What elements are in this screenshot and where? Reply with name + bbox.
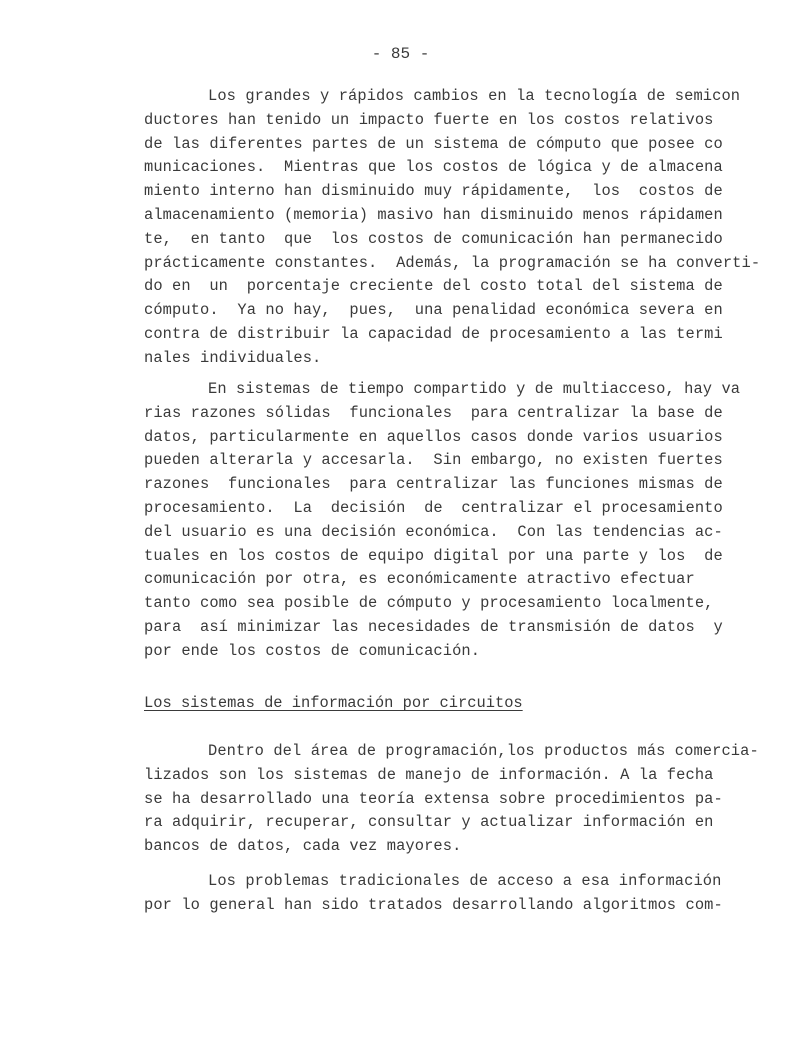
paragraph-1 — [144, 85, 760, 371]
text-line: cómputo. Ya no hay, pues, una penalidad económica severa en — [144, 301, 723, 320]
text-line: almacenamiento (memoria) masivo han disminuido menos rápidamen — [144, 205, 723, 224]
text-line: de las diferentes partes de un sistema de cómputo que posee co — [144, 134, 723, 153]
page-number: - 85 - — [371, 45, 430, 63]
text-line: pueden alterarla y accesarla. Sin embargo, no existen fuertes — [144, 451, 723, 470]
text-line: lizados son los sistemas de manejo de información. A la fecha — [144, 765, 714, 784]
paragraph-4 — [144, 870, 723, 918]
text-line: se ha desarrollado una teoría extensa sobre procedimientos pa- — [144, 789, 723, 808]
text-line: por lo general han sido tratados desarrollando algoritmos com- — [144, 895, 723, 914]
text-line: contra de distribuir la capacidad de procesamiento a las termi — [144, 324, 723, 343]
text-line: tanto como sea posible de cómputo y procesamiento localmente, — [144, 594, 714, 613]
text-line: procesamiento. La decisión de centralizar el procesamiento — [144, 498, 723, 517]
text-line: Los grandes y rápidos cambios en la tecnología de semicon — [208, 87, 741, 105]
paragraph-2 — [144, 378, 740, 664]
text-line: municaciones. Mientras que los costos de lógica y de almacena — [144, 158, 723, 177]
text-line: bancos de datos, cada vez mayores. — [144, 837, 462, 856]
text-line: por ende los costos de comunicación. — [144, 641, 481, 660]
text-line: miento interno han disminuido muy rápidamente, los costos de — [144, 182, 723, 201]
section-heading: Los sistemas de información por circuitos — [144, 694, 523, 712]
text-line: rias razones sólidas funcionales para centralizar la base de — [144, 403, 723, 422]
text-line: nales individuales. — [144, 348, 322, 367]
text-line: ductores han tenido un impacto fuerte en los costos relativos — [144, 110, 714, 129]
paragraph-3 — [144, 740, 759, 859]
text-line: En sistemas de tiempo compartido y de multiacceso, hay va — [208, 380, 741, 398]
text-line: del usuario es una decisión económica. Con las tendencias ac- — [144, 522, 723, 541]
text-line: razones funcionales para centralizar las funciones mismas de — [144, 475, 723, 494]
text-line: comunicación por otra, es económicamente atractivo efectuar — [144, 570, 695, 589]
text-line: Dentro del área de programación,los productos más comercia- — [208, 742, 759, 760]
text-line: para así minimizar las necesidades de transmisión de datos y — [144, 617, 723, 636]
text-line: tuales en los costos de equipo digital por una parte y los de — [144, 546, 723, 565]
text-line: ra adquirir, recuperar, consultar y actualizar información en — [144, 813, 714, 832]
text-line: te, en tanto que los costos de comunicación han permanecido — [144, 229, 723, 248]
text-line: prácticamente constantes. Además, la programación se ha converti- — [144, 253, 761, 272]
text-line: Los problemas tradicionales de acceso a esa información — [208, 872, 722, 890]
text-line: do en un porcentaje creciente del costo total del sistema de — [144, 277, 723, 296]
text-line: datos, particularmente en aquellos casos donde varios usuarios — [144, 427, 723, 446]
